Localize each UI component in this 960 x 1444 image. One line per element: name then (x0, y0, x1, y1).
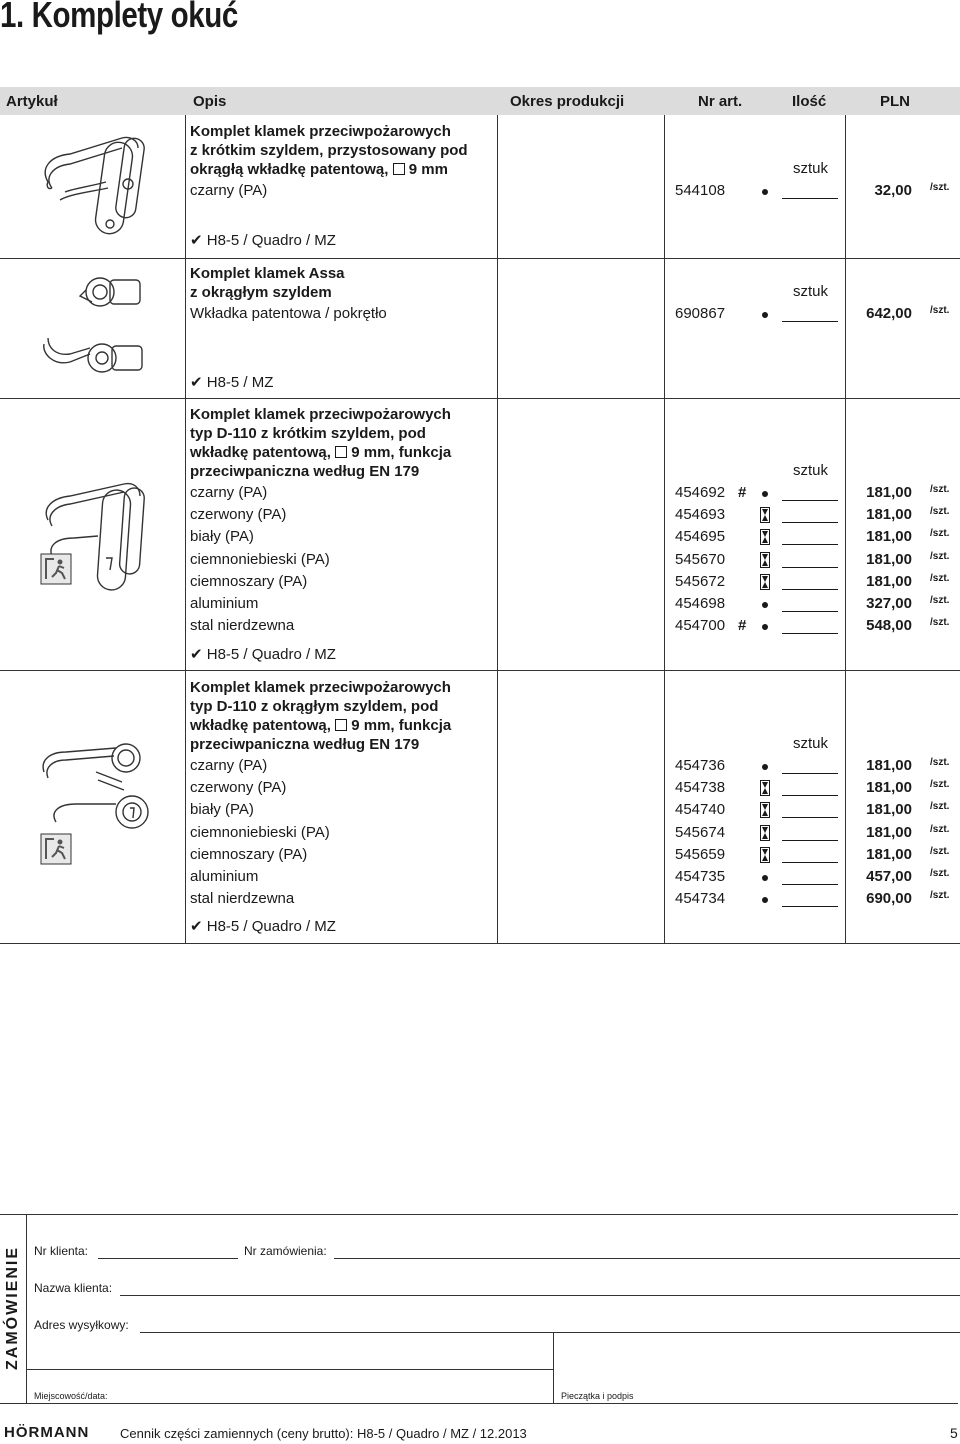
unit-label: /szt. (930, 182, 950, 193)
remark-mark: # (738, 617, 747, 634)
quantity-field[interactable] (782, 906, 838, 907)
variant-name: biały (PA) (190, 528, 254, 545)
page-title: 1. Komplety okuć (0, 0, 238, 35)
product-description (190, 405, 451, 481)
header-pln: PLN (880, 93, 910, 110)
price: 181,00 (866, 506, 912, 523)
place-date-label: Miejscowość/data: (34, 1391, 108, 1401)
variant-name: czarny (PA) (190, 757, 268, 774)
unit-label: /szt. (930, 779, 950, 790)
price: 181,00 (866, 528, 912, 545)
variant-name: ciemnoniebieski (PA) (190, 824, 330, 841)
hourglass-icon (760, 507, 770, 528)
square-icon (335, 719, 347, 731)
quantity-field[interactable] (782, 817, 838, 818)
unit-label: /szt. (930, 506, 950, 517)
variant-name: biały (PA) (190, 801, 254, 818)
model-compatibility: ✔ H8-5 / MZ (190, 374, 274, 391)
hourglass-icon (760, 825, 770, 846)
article-number: 454692 (675, 484, 726, 501)
lever-handle-short-plate-image (30, 128, 160, 243)
model-compatibility: ✔ H8-5 / Quadro / MZ (190, 646, 336, 663)
variant-name: stal nierdzewna (190, 890, 295, 907)
article-number: 454698 (675, 595, 726, 612)
price: 181,00 (866, 551, 912, 568)
qty-label: sztuk (793, 462, 829, 479)
price: 457,00 (866, 868, 912, 885)
variant-name: czarny (PA) (190, 484, 268, 501)
desc-line: okrągłą wkładkę patentową, (190, 161, 389, 178)
unit-label: /szt. (930, 305, 950, 316)
quantity-field[interactable] (782, 321, 838, 322)
article-number: 690867 (675, 305, 726, 322)
page-footer (0, 1424, 960, 1444)
model-compatibility: ✔ H8-5 / Quadro / MZ (190, 918, 336, 935)
model-compatibility: ✔ H8-5 / Quadro / MZ (190, 232, 336, 249)
variant-name: aluminium (190, 868, 259, 885)
article-number: 454738 (675, 779, 726, 796)
unit-label: /szt. (930, 484, 950, 495)
variant-name: ciemnoszary (PA) (190, 846, 308, 863)
order-form (0, 1214, 960, 1404)
shipping-address-field[interactable] (140, 1332, 960, 1333)
desc-line: Komplet klamek przeciwpożarowych (190, 123, 451, 140)
brand-logo: HÖRMANN (4, 1424, 90, 1441)
price: 32,00 (874, 182, 912, 199)
quantity-field[interactable] (782, 773, 838, 774)
quantity-field[interactable] (782, 589, 838, 590)
unit-label: /szt. (930, 595, 950, 606)
desc-line: typ D-110 z krótkim szyldem, pod (190, 425, 426, 442)
quantity-field[interactable] (782, 884, 838, 885)
available-dot-icon (762, 897, 768, 903)
header-artykul: Artykuł (6, 93, 58, 110)
remark-mark: # (738, 484, 747, 501)
assa-handle-set-image (40, 262, 160, 397)
available-dot-icon (762, 491, 768, 497)
quantity-field[interactable] (782, 795, 838, 796)
column-divider (497, 115, 498, 943)
qty-label: sztuk (793, 160, 829, 177)
article-number: 545670 (675, 551, 726, 568)
variant-name: Wkładka patentowa / pokrętło (190, 305, 387, 322)
desc-line: z okrągłym szyldem (190, 284, 332, 301)
unit-label: /szt. (930, 824, 950, 835)
unit-label: /szt. (930, 528, 950, 539)
unit-label: /szt. (930, 757, 950, 768)
article-number: 454700 (675, 617, 726, 634)
order-number-field[interactable] (334, 1258, 960, 1259)
header-okres: Okres produkcji (510, 93, 625, 110)
variant-name: ciemnoniebieski (PA) (190, 551, 330, 568)
desc-line: przeciwpaniczna według EN 179 (190, 736, 420, 753)
column-divider (664, 115, 665, 943)
shipping-address-label: Adres wysyłkowy: (34, 1318, 129, 1332)
product-description (190, 264, 345, 302)
unit-label: /szt. (930, 551, 950, 562)
customer-name-label: Nazwa klienta: (34, 1281, 113, 1295)
order-side-label-wrap (0, 1214, 26, 1403)
qty-label: sztuk (793, 735, 829, 752)
available-dot-icon (762, 312, 768, 318)
price: 181,00 (866, 779, 912, 796)
price: 181,00 (866, 573, 912, 590)
unit-label: /szt. (930, 868, 950, 879)
product-description (190, 678, 451, 754)
variant-name: aluminium (190, 595, 259, 612)
square-icon (393, 163, 405, 175)
article-number: 454736 (675, 757, 726, 774)
price: 327,00 (866, 595, 912, 612)
article-number: 454735 (675, 868, 726, 885)
article-number: 545659 (675, 846, 726, 863)
article-number: 545672 (675, 573, 726, 590)
variant-name: czerwony (PA) (190, 779, 287, 796)
price: 181,00 (866, 801, 912, 818)
price: 181,00 (866, 484, 912, 501)
unit-label: /szt. (930, 573, 950, 584)
article-number: 454693 (675, 506, 726, 523)
price: 181,00 (866, 757, 912, 774)
hourglass-icon (760, 802, 770, 823)
desc-line: Komplet klamek przeciwpożarowych (190, 679, 451, 696)
row-divider (0, 258, 960, 259)
hourglass-icon (760, 552, 770, 573)
emergency-exit-sign-icon (40, 833, 72, 870)
unit-label: /szt. (930, 801, 950, 812)
desc-line: Komplet klamek Assa (190, 265, 345, 282)
desc-line: wkładkę patentową, (190, 717, 331, 734)
column-divider (845, 115, 846, 943)
price: 181,00 (866, 846, 912, 863)
divider (553, 1332, 554, 1403)
shipping-address-field-2[interactable] (27, 1369, 553, 1370)
desc-line: z krótkim szyldem, przystosowany pod (190, 142, 468, 159)
article-number: 454734 (675, 890, 726, 907)
quantity-field[interactable] (782, 522, 838, 523)
stamp-signature-label: Pieczątka i podpis (561, 1391, 634, 1401)
table-header (0, 87, 960, 115)
order-number-label: Nr zamówienia: (244, 1244, 327, 1258)
customer-name-field[interactable] (120, 1295, 960, 1296)
quantity-field[interactable] (782, 862, 838, 863)
article-number: 545674 (675, 824, 726, 841)
divider (26, 1214, 27, 1403)
hourglass-icon (760, 574, 770, 595)
page-number: 5 (950, 1425, 958, 1441)
variant-name: stal nierdzewna (190, 617, 295, 634)
desc-line: przeciwpaniczna według EN 179 (190, 463, 420, 480)
variant-name: ciemnoszary (PA) (190, 573, 308, 590)
quantity-field[interactable] (782, 567, 838, 568)
desc-line: 9 mm, funkcja (351, 717, 452, 734)
row-divider (0, 670, 960, 671)
available-dot-icon (762, 602, 768, 608)
header-opis: Opis (193, 93, 227, 110)
unit-label: /szt. (930, 846, 950, 857)
qty-label: sztuk (793, 283, 829, 300)
column-divider (185, 115, 186, 943)
available-dot-icon (762, 624, 768, 630)
hourglass-icon (760, 847, 770, 868)
available-dot-icon (762, 875, 768, 881)
article-number: 454695 (675, 528, 726, 545)
article-number: 454740 (675, 801, 726, 818)
price: 181,00 (866, 824, 912, 841)
variant-name: czerwony (PA) (190, 506, 287, 523)
unit-label: /szt. (930, 617, 950, 628)
quantity-field[interactable] (782, 500, 838, 501)
price: 548,00 (866, 617, 912, 634)
desc-line: typ D-110 z okrągłym szyldem, pod (190, 698, 439, 715)
order-side-label: ZAMÓWIENIE (4, 1246, 21, 1370)
price: 642,00 (866, 305, 912, 322)
customer-number-field[interactable] (98, 1258, 238, 1259)
quantity-field[interactable] (782, 544, 838, 545)
unit-label: /szt. (930, 890, 950, 901)
row-divider (0, 943, 960, 944)
article-number: 544108 (675, 182, 726, 199)
quantity-field[interactable] (782, 611, 838, 612)
hourglass-icon (760, 529, 770, 550)
quantity-field[interactable] (782, 633, 838, 634)
row-divider (0, 398, 960, 399)
desc-line: 9 mm (408, 161, 448, 178)
available-dot-icon (762, 189, 768, 195)
square-icon (335, 446, 347, 458)
variant-name: czarny (PA) (190, 182, 268, 199)
customer-number-label: Nr klienta: (34, 1244, 89, 1258)
quantity-field[interactable] (782, 198, 838, 199)
quantity-field[interactable] (782, 840, 838, 841)
product-description (190, 122, 468, 179)
header-nr-art: Nr art. (698, 93, 743, 110)
emergency-exit-sign-icon (40, 553, 72, 590)
desc-line: Komplet klamek przeciwpożarowych (190, 406, 451, 423)
available-dot-icon (762, 764, 768, 770)
desc-line: wkładkę patentową, (190, 444, 331, 461)
hourglass-icon (760, 780, 770, 801)
footer-text: Cennik części zamiennych (ceny brutto): H8-5 / Quadro / MZ / 12.2013 (120, 1426, 527, 1441)
price: 690,00 (866, 890, 912, 907)
order-form-frame (0, 1214, 958, 1404)
desc-line: 9 mm, funkcja (351, 444, 452, 461)
header-ilosc: Ilość (792, 93, 827, 110)
